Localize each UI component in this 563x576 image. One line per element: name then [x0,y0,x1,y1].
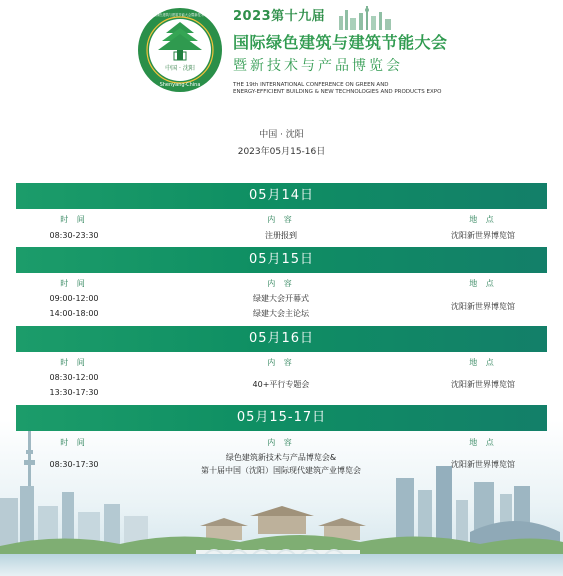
column-head-content: 内 容 [267,358,295,367]
logo-ring-text: 第十九届国际绿色建筑与建筑节能大会暨新技术与产品博览会 [136,13,224,17]
schedule-content: 注册报到 [265,231,297,240]
column-head-time: 时 间 [60,279,88,288]
schedule-content: 绿建大会开幕式 [253,294,309,303]
column-head-venue: 地 点 [469,215,497,224]
column-head-content: 内 容 [267,215,295,224]
schedule-time: 09:00-12:00 [49,294,99,303]
logo-en-text: Shenyang·China [159,82,201,88]
schedule-time: 08:30-12:00 [49,373,99,382]
schedule-venue: 沈阳新世界博览馆 [451,302,515,311]
schedule-content: 40+平行专题会 [252,380,310,389]
day-bar-0514: 05月14日 [16,183,547,209]
schedule-venue: 沈阳新世界博览馆 [451,460,515,469]
schedule-time: 08:30-23:30 [49,231,99,240]
schedule-time: 13:30-17:30 [49,388,99,397]
schedule-time: 14:00-18:00 [49,309,99,318]
header [0,0,563,120]
column-head-content: 内 容 [267,438,295,447]
english-title-line2: ENERGY-EFFICIENT BUILDING & NEW TECHNOLOGIES AND PRODUCTS EXPO [233,89,442,95]
english-title [233,82,443,96]
conference-logo [136,6,224,94]
event-location: 中国 · 沈阳 [259,130,304,140]
column-head-venue: 地 点 [469,438,497,447]
day-bar-0515-0517: 05月15-17日 [16,405,547,431]
schedule-content: 第十届中国（沈阳）国际现代建筑产业博览会 [201,466,361,475]
schedule-time: 08:30-17:30 [49,460,99,469]
day-bar-0515: 05月15日 [16,247,547,273]
column-head-time: 时 间 [60,438,88,447]
logo-center-text: 中国 · 沈阳 [165,65,195,72]
schedule-content: 绿色建筑新技术与产品博览会& [225,453,337,462]
conference-title: 国际绿色建筑与建筑节能大会 [233,33,448,52]
event-date: 2023年05月15-16日 [237,147,326,157]
schedule-content: 绿建大会主论坛 [253,309,309,318]
conference-subtitle: 暨新技术与产品博览会 [233,58,403,74]
schedule-venue: 沈阳新世界博览馆 [451,380,515,389]
english-title-line1: THE 19th INTERNATIONAL CONFERENCE ON GREEN AND [233,82,389,88]
column-head-content: 内 容 [267,279,295,288]
schedule-venue: 沈阳新世界博览馆 [451,231,515,240]
title-block [233,8,563,96]
edition-label: 2023第十九届 [233,9,326,24]
column-head-venue: 地 点 [469,358,497,367]
column-head-time: 时 间 [60,215,88,224]
column-head-time: 时 间 [60,358,88,367]
day-bar-0516: 05月16日 [16,326,547,352]
column-head-venue: 地 点 [469,279,497,288]
